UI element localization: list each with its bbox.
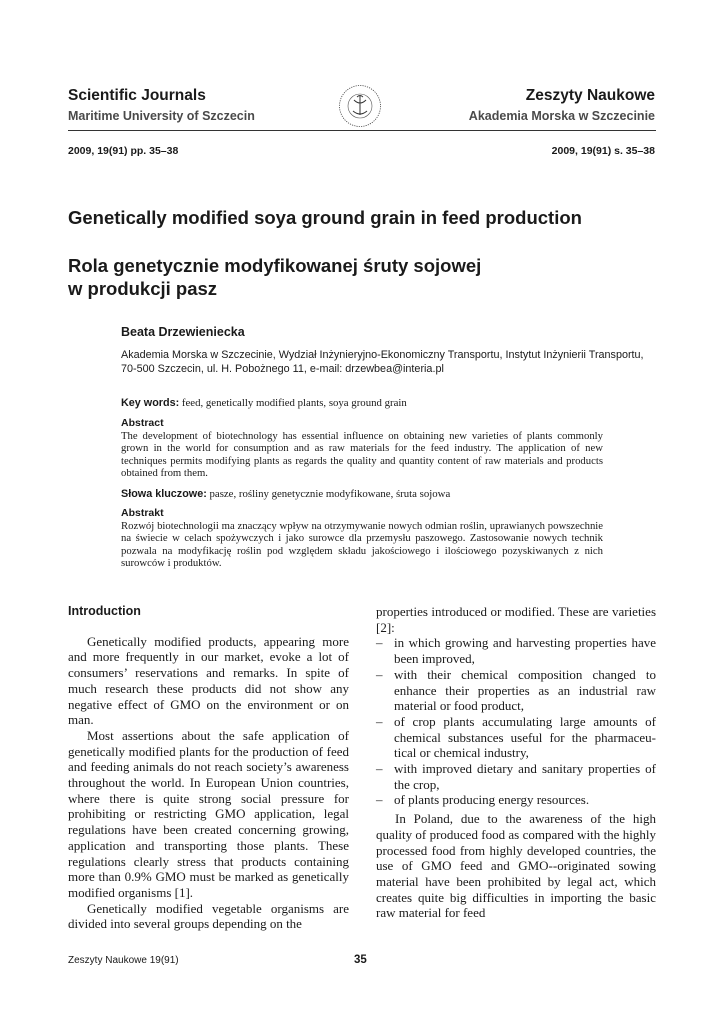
journal-title-pl: Zeszyty Naukowe bbox=[525, 87, 655, 104]
citation-en: 2009, 19(91) pp. 35–38 bbox=[68, 145, 179, 157]
dash-bullet: – bbox=[376, 666, 383, 682]
author-name: Beata Drzewieniecka bbox=[121, 325, 245, 339]
dash-bullet: – bbox=[376, 792, 383, 808]
page-number: 35 bbox=[354, 954, 367, 966]
keywords-label: Key words: bbox=[121, 397, 180, 409]
keywords-pl-text: pasze, rośliny genetycznie modyfikowane, śruta sojowa bbox=[209, 488, 451, 500]
section-heading-introduction: Introduction bbox=[68, 604, 141, 618]
abstract-text: The development of biotechnology has essential influence on obtaining new varieties of plants commonly grown in the world for consumption and as raw materials for the feed industry. The application of new techniques permits modifying plants as regards the quality and quantity content of raw materials and products obtained from them. bbox=[121, 430, 603, 480]
title-pl-line-1: Rola genetycznie modyfikowanej śruty sojowej bbox=[68, 255, 482, 276]
list-item: – with their chemical composition changed to enhance their properties as an industrial raw material or food product, bbox=[376, 666, 656, 714]
article-title-en: Genetically modified soya ground grain in feed production bbox=[68, 207, 582, 228]
list-item: – with improved dietary and sanitary properties of the crop, bbox=[376, 761, 656, 792]
abstract-heading: Abstract bbox=[121, 417, 164, 429]
journal-title-en: Scientific Journals bbox=[68, 87, 206, 104]
affiliation-line-2: 70-500 Szczecin, ul. H. Pobożnego 11, e-mail: drzewbea@interia.pl bbox=[121, 363, 444, 375]
left-column bbox=[68, 604, 349, 932]
university-seal-icon bbox=[338, 84, 382, 128]
affiliation-line-1: Akademia Morska w Szczecinie, Wydział Inżynieryjno-Ekonomiczny Transportu, Instytut Inżynierii Transportu, bbox=[121, 349, 644, 361]
paragraph: Genetically modified vegetable organisms are divided into several groups depending on the bbox=[68, 900, 349, 932]
abstract-pl-heading: Abstrakt bbox=[121, 507, 164, 519]
abstract-pl-text: Rozwój biotechnologii ma znaczący wpływ na otrzymywanie nowych odmian roślin, uprawianych powszechnie na świecie w celach spożywczych i jako surowce dla przemysłu paszowego. Zastosowanie nowych technik pozwala na modyfikację roślin pod względem składu jakościowego i ilościowego pozyskiwanych z nich surowców i produktów. bbox=[121, 520, 603, 570]
journal-subtitle-pl: Akademia Morska w Szczecinie bbox=[468, 109, 655, 123]
dash-bullet: – bbox=[376, 713, 383, 729]
list-item: – in which growing and harvesting properties have been improved, bbox=[376, 635, 656, 667]
paragraph: In Poland, due to the awareness of the high quality of produced food as compared with the highly processed food from highly developed countries, the use of GMO feed and GMO--originated sowing material have been prohibited by legal act, which creates quite big difficulties in importing the basic raw material for feed bbox=[376, 811, 656, 921]
article-title-pl bbox=[68, 254, 588, 300]
footer-journal: Zeszyty Naukowe 19(91) bbox=[68, 955, 179, 966]
journal-subtitle-en: Maritime University of Szczecin bbox=[68, 109, 255, 123]
list-item: – of crop plants accumulating large amounts of chemical substances useful for the pharmaceu-tical or chemical industry, bbox=[376, 713, 656, 761]
paragraph: Most assertions about the safe application of genetically modified plants for the production of feed and feeding animals do not reach society’s awareness throughout the world. In European Union countries, where there is quite strong social pressure for prohibiting or restricting GMO application, legal regulations have been created concerning growing, application and transporting those plants. These regulations clearly stress that products containing more than 0.9% GMO must be marked as genetically modified organisms [1]. bbox=[68, 727, 349, 900]
keywords-pl bbox=[121, 488, 611, 500]
author-affiliation bbox=[121, 348, 661, 376]
keywords-en bbox=[121, 397, 611, 409]
keywords-pl-label: Słowa kluczowe: bbox=[121, 488, 207, 500]
list-item: – of plants producing energy resources. bbox=[376, 792, 590, 808]
dash-bullet: – bbox=[376, 635, 383, 651]
dash-bullet: – bbox=[376, 761, 383, 777]
right-column bbox=[376, 604, 656, 921]
citation-pl: 2009, 19(91) s. 35–38 bbox=[551, 145, 655, 157]
paragraph: Genetically modified products, appearing more and more frequently in our market, evoke a lot of consumers’ reservations and remarks. In spite of much research these products did not show any negative effect of GMO on the environment or on man. bbox=[68, 633, 349, 728]
variety-list bbox=[376, 635, 656, 808]
header-divider bbox=[68, 130, 656, 131]
title-pl-line-2: w produkcji pasz bbox=[68, 278, 218, 299]
keywords-text: feed, genetically modified plants, soya ground grain bbox=[181, 397, 407, 409]
paragraph: properties introduced or modified. These are varieties [2]: bbox=[376, 604, 656, 635]
